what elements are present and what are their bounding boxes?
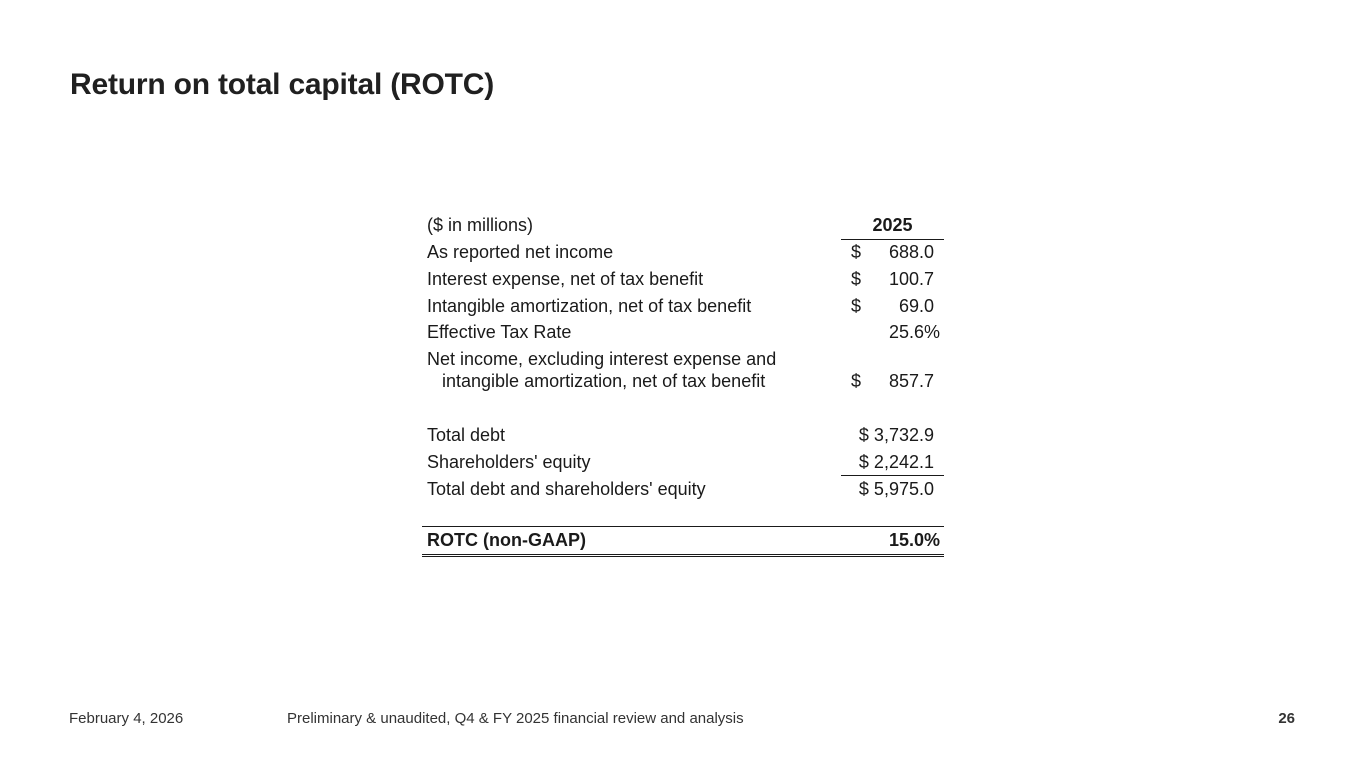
row-value: 688.0	[888, 242, 934, 262]
currency-symbol: $	[851, 242, 862, 262]
table-row	[422, 239, 944, 266]
rotc-table	[422, 212, 944, 557]
row-value: $ 2,242.1	[858, 452, 934, 472]
table-header-row	[422, 212, 944, 239]
rotc-total-row	[422, 526, 944, 557]
row-label: Total debt and shareholders' equity	[427, 479, 706, 499]
row-label: Effective Tax Rate	[427, 322, 572, 342]
footer-description: Preliminary & unaudited, Q4 & FY 2025 financial review and analysis	[287, 710, 744, 727]
row-value: 100.7	[888, 269, 934, 289]
table-row	[422, 320, 944, 344]
rotc-label: ROTC (non-GAAP)	[427, 530, 586, 550]
currency-symbol: $	[851, 371, 862, 391]
row-spacer	[422, 400, 944, 422]
row-label: Total debt	[427, 425, 506, 445]
row-value: 25.6%	[888, 322, 940, 342]
row-spacer	[422, 503, 944, 526]
row-label: Interest expense, net of tax benefit	[427, 269, 704, 289]
row-label: Shareholders' equity	[427, 452, 591, 472]
table-row-net-income-adjusted	[422, 344, 944, 400]
row-label: As reported net income	[427, 242, 614, 262]
row-value: 857.7	[888, 371, 934, 391]
currency-symbol: $	[851, 296, 862, 316]
year-header: 2025	[841, 212, 944, 240]
table-row	[422, 293, 944, 320]
units-label: ($ in millions)	[427, 215, 534, 235]
row-label-line1: Net income, excluding interest expense and	[427, 349, 777, 369]
row-value: $ 3,732.9	[858, 425, 934, 445]
page-title: Return on total capital (ROTC)	[70, 68, 494, 101]
row-label: Intangible amortization, net of tax benefit	[427, 296, 752, 316]
currency-symbol: $	[851, 269, 862, 289]
table-row	[422, 422, 944, 449]
row-value: $ 5,975.0	[858, 479, 934, 499]
footer-date: February 4, 2026	[69, 710, 184, 727]
row-value: 69.0	[898, 296, 934, 316]
page-number: 26	[1278, 710, 1295, 727]
table-row	[422, 266, 944, 293]
rotc-value: 15.0%	[888, 530, 940, 550]
row-label-line2: intangible amortization, net of tax benefit	[442, 371, 766, 391]
table-row	[422, 449, 944, 476]
table-row	[422, 476, 944, 503]
